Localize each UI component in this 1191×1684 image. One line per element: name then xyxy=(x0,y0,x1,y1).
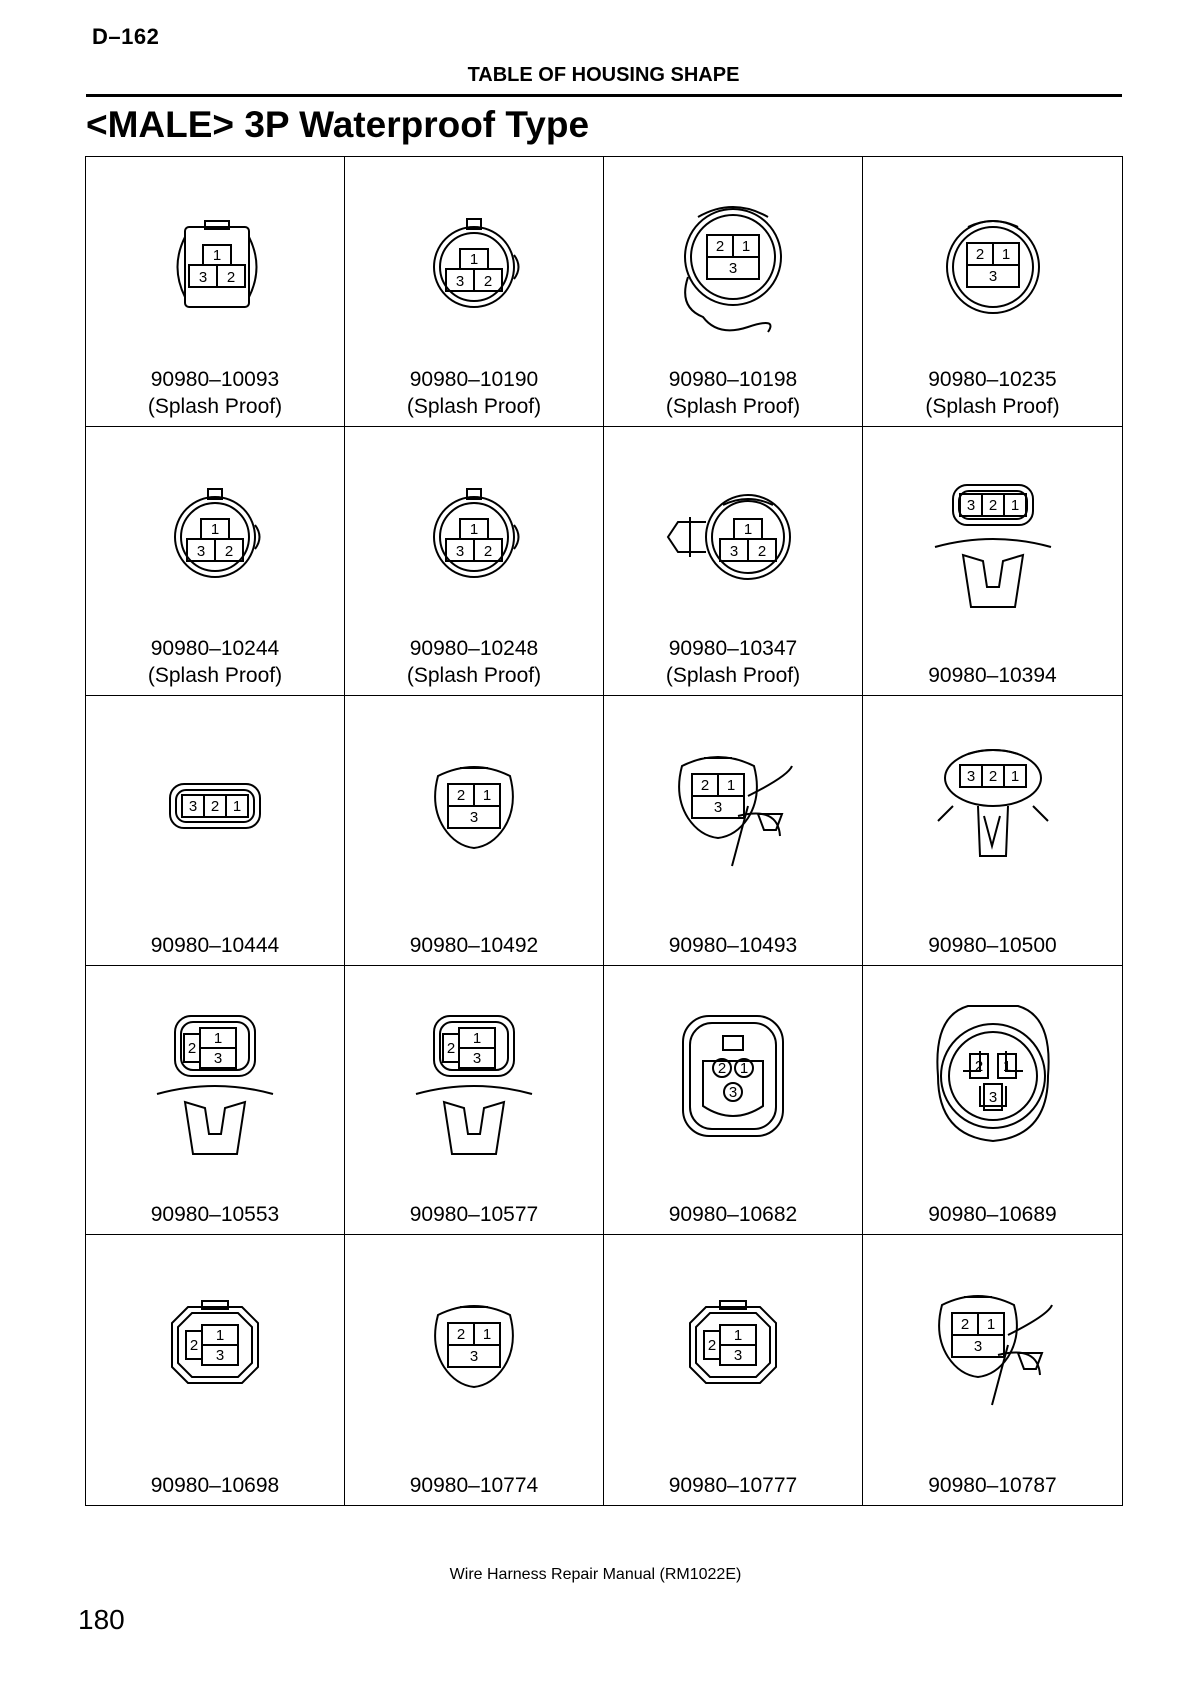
svg-text:2: 2 xyxy=(187,1039,197,1057)
connector-round-clip-1-32-icon xyxy=(648,437,818,617)
connector-labels xyxy=(345,932,603,959)
svg-text:3: 3 xyxy=(213,1049,223,1067)
svg-text:1: 1 xyxy=(469,251,479,268)
part-number: 90980–10394 xyxy=(928,664,1057,688)
svg-text:2: 2 xyxy=(757,542,767,560)
svg-text:2: 2 xyxy=(707,1337,717,1355)
svg-text:3: 3 xyxy=(215,1347,225,1365)
connector-square-round-pins-icon xyxy=(648,976,818,1156)
section-divider xyxy=(86,94,1122,97)
svg-text:3: 3 xyxy=(966,496,975,514)
svg-text:2: 2 xyxy=(483,273,493,290)
connector-labels xyxy=(604,932,862,959)
svg-text:2: 2 xyxy=(960,1316,969,1334)
connector-cell xyxy=(863,427,1122,697)
svg-text:3: 3 xyxy=(988,268,997,285)
part-number: 90980–10777 xyxy=(668,1474,798,1497)
svg-text:1: 1 xyxy=(986,1316,995,1334)
connector-inline-clip-321-icon xyxy=(908,437,1078,617)
connector-labels xyxy=(86,1472,344,1499)
svg-text:1: 1 xyxy=(1010,496,1019,514)
svg-text:2: 2 xyxy=(210,798,220,816)
connector-labels xyxy=(863,932,1122,959)
connector-labels xyxy=(604,366,862,420)
svg-text:2: 2 xyxy=(717,1059,727,1077)
part-number: 90980–10093 xyxy=(150,367,280,391)
svg-text:1: 1 xyxy=(743,520,753,538)
svg-text:1: 1 xyxy=(741,238,751,255)
connector-octagon-2-13-icon xyxy=(130,1245,300,1425)
svg-text:1: 1 xyxy=(1001,246,1010,263)
part-number: 90980–10493 xyxy=(668,933,798,957)
connector-labels xyxy=(86,635,344,689)
connector-cell xyxy=(863,1235,1122,1505)
svg-text:2: 2 xyxy=(715,238,725,255)
part-note: (Splash Proof) xyxy=(925,394,1060,418)
connector-labels xyxy=(604,635,862,689)
svg-text:3: 3 xyxy=(469,809,479,827)
connector-labels xyxy=(86,1201,344,1228)
connector-labels xyxy=(604,1201,862,1228)
connector-inline-321-icon xyxy=(130,706,300,886)
svg-text:1: 1 xyxy=(213,1029,223,1047)
connector-shield-21-3-icon xyxy=(389,1245,559,1425)
part-number: 90980–10698 xyxy=(150,1474,280,1497)
connector-cell xyxy=(345,1235,604,1505)
connector-octagon-2-13-icon xyxy=(648,1245,818,1425)
section-title: TABLE OF HOUSING SHAPE xyxy=(467,64,740,86)
part-note: (Splash Proof) xyxy=(665,664,801,688)
connector-shield-21-3-icon xyxy=(389,706,559,886)
svg-text:1: 1 xyxy=(726,777,736,795)
svg-text:1: 1 xyxy=(212,247,222,264)
connector-large-round-21-3-icon xyxy=(908,976,1078,1156)
svg-text:3: 3 xyxy=(988,1088,997,1106)
connector-labels xyxy=(345,635,603,689)
part-note: (Splash Proof) xyxy=(406,394,542,418)
connector-clip-2-13-icon xyxy=(389,976,559,1156)
svg-text:2: 2 xyxy=(700,777,710,795)
svg-text:3: 3 xyxy=(728,260,738,277)
connector-round-1-32-icon xyxy=(389,167,559,347)
part-number: 90980–10774 xyxy=(409,1474,539,1497)
svg-text:1: 1 xyxy=(482,1326,492,1344)
part-number: 90980–10235 xyxy=(928,367,1057,391)
part-number: 90980–10198 xyxy=(668,367,798,391)
svg-text:3: 3 xyxy=(188,798,198,816)
svg-text:2: 2 xyxy=(988,496,997,514)
svg-text:3: 3 xyxy=(472,1049,482,1067)
connector-cell xyxy=(86,696,345,966)
connector-cell xyxy=(345,157,604,427)
connector-labels xyxy=(863,662,1122,689)
page-number: 180 xyxy=(78,1604,125,1635)
connector-shield-wire-21-3-icon xyxy=(648,706,818,886)
svg-text:3: 3 xyxy=(196,542,206,560)
svg-text:2: 2 xyxy=(456,1326,466,1344)
connector-cell xyxy=(863,966,1122,1236)
connector-round-1-32-icon xyxy=(130,437,300,617)
page-code: D–162 xyxy=(92,24,160,49)
svg-text:1: 1 xyxy=(215,1327,225,1345)
connector-labels xyxy=(345,366,603,420)
svg-text:3: 3 xyxy=(733,1347,743,1365)
page-title: <MALE> 3P Waterproof Type xyxy=(86,104,590,145)
part-number: 90980–10244 xyxy=(150,637,280,661)
connector-round-21-3-icon xyxy=(908,167,1078,347)
svg-text:2: 2 xyxy=(189,1337,199,1355)
connector-cell xyxy=(345,427,604,697)
connector-labels xyxy=(604,1472,862,1499)
connector-labels xyxy=(345,1201,603,1228)
svg-text:3: 3 xyxy=(198,269,208,286)
connector-clip-2-13-icon xyxy=(130,976,300,1156)
connector-cell xyxy=(863,157,1122,427)
svg-text:3: 3 xyxy=(729,542,739,560)
svg-text:1: 1 xyxy=(1002,1057,1011,1075)
connector-cell xyxy=(86,966,345,1236)
part-note: (Splash Proof) xyxy=(147,394,283,418)
part-number: 90980–10190 xyxy=(409,367,539,391)
connector-round-wire-21-3-icon xyxy=(648,167,818,347)
svg-text:2: 2 xyxy=(483,542,493,560)
connector-cell xyxy=(86,427,345,697)
part-number: 90980–10682 xyxy=(668,1203,798,1227)
connector-cell xyxy=(604,157,863,427)
svg-text:1: 1 xyxy=(210,520,220,538)
connector-cell xyxy=(86,1235,345,1505)
part-note: (Splash Proof) xyxy=(147,664,283,688)
part-number: 90980–10444 xyxy=(150,933,280,957)
housing-shape-table xyxy=(85,156,1123,1506)
part-number: 90980–10248 xyxy=(409,637,539,661)
part-number: 90980–10500 xyxy=(928,933,1057,957)
connector-cell xyxy=(604,427,863,697)
connector-labels xyxy=(863,1201,1122,1228)
svg-text:1: 1 xyxy=(469,520,479,538)
connector-labels xyxy=(86,932,344,959)
part-number: 90980–10689 xyxy=(928,1203,1057,1227)
svg-text:2: 2 xyxy=(456,787,466,805)
svg-text:2: 2 xyxy=(975,246,984,263)
part-note: (Splash Proof) xyxy=(665,394,801,418)
connector-cell xyxy=(604,696,863,966)
connector-cell xyxy=(345,696,604,966)
svg-text:3: 3 xyxy=(455,273,465,290)
svg-text:3: 3 xyxy=(713,799,723,817)
svg-text:2: 2 xyxy=(988,768,997,786)
part-number: 90980–10492 xyxy=(409,933,539,957)
connector-cell xyxy=(86,157,345,427)
svg-text:3: 3 xyxy=(728,1083,738,1101)
part-number: 90980–10347 xyxy=(668,637,798,661)
manual-footer: Wire Harness Repair Manual (RM1022E) xyxy=(449,1566,742,1583)
connector-rect-1-32-icon xyxy=(130,167,300,347)
part-note: (Splash Proof) xyxy=(406,664,542,688)
connector-labels xyxy=(345,1472,603,1499)
part-number: 90980–10577 xyxy=(409,1203,539,1227)
svg-text:3: 3 xyxy=(973,1338,982,1356)
svg-text:2: 2 xyxy=(446,1039,456,1057)
connector-labels xyxy=(863,366,1122,420)
connector-cell xyxy=(863,696,1122,966)
svg-text:1: 1 xyxy=(232,798,242,816)
svg-text:2: 2 xyxy=(224,542,234,560)
connector-cell xyxy=(604,1235,863,1505)
connector-shield-wire-21-3-icon xyxy=(908,1245,1078,1425)
svg-text:3: 3 xyxy=(469,1348,479,1366)
connector-oval-clip-321-icon xyxy=(908,706,1078,886)
part-number: 90980–10553 xyxy=(150,1203,280,1227)
part-number: 90980–10787 xyxy=(928,1474,1057,1497)
connector-round-1-32-icon xyxy=(389,437,559,617)
svg-text:3: 3 xyxy=(455,542,465,560)
svg-text:1: 1 xyxy=(733,1327,743,1345)
svg-text:1: 1 xyxy=(1010,768,1019,786)
svg-text:2: 2 xyxy=(974,1057,983,1075)
svg-text:1: 1 xyxy=(472,1029,482,1047)
connector-cell xyxy=(345,966,604,1236)
svg-text:1: 1 xyxy=(482,787,492,805)
svg-text:1: 1 xyxy=(739,1059,749,1077)
svg-text:3: 3 xyxy=(966,768,975,786)
connector-labels xyxy=(86,366,344,420)
connector-labels xyxy=(863,1472,1122,1499)
connector-cell xyxy=(604,966,863,1236)
svg-text:2: 2 xyxy=(226,269,236,286)
